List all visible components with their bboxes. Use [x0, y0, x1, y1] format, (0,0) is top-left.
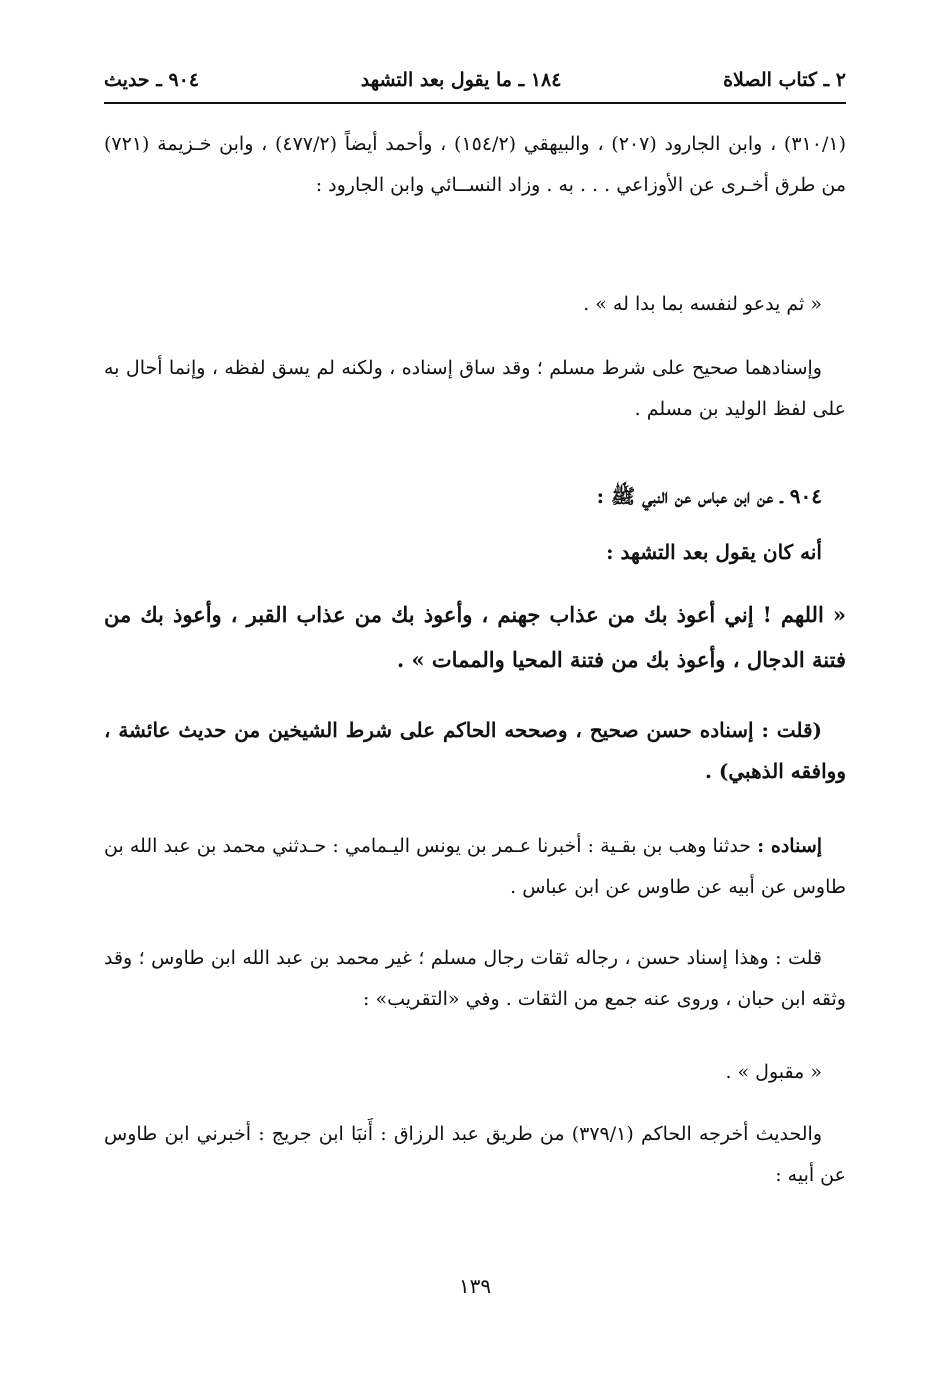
header-book-title: ٢ ـ كتاب الصلاة — [723, 69, 846, 91]
hadith-heading: ٩٠٤ ـ عن ابن عباس عن النبي ﷺ : — [596, 484, 822, 508]
running-header — [104, 62, 846, 98]
paragraph-isnad-assessment: وإسنادهما صحيح على شرط مسلم ؛ وقد ساق إسناده ، ولكنه لم يسق لفظه ، وإنما أحال به على لفظ الوليد بن مسلم . — [104, 357, 846, 420]
hadith-intro: أنه كان يقول بعد التشهد : — [606, 540, 822, 564]
isnad-paragraph — [104, 826, 846, 908]
isnad-label: إسناده : — [757, 835, 823, 857]
comment-quote: « مقبول » . — [725, 1061, 822, 1083]
page-number: ١٣٩ — [458, 1274, 492, 1298]
comment-takhrij: والحديث أخرجه الحاكم (٣٧٩/١) من طريق عبد الرزاق : أَنبَا ابن جريج : أخبرني ابن طاوس عن أبيه : — [104, 1123, 846, 1186]
header-rule — [104, 102, 846, 104]
comment-paragraph: قلت : وهذا إسناد حسن ، رجاله ثقات رجال مسلم ؛ غير محمد بن عبد الله ابن طاوس ؛ وقد وثقه ابن حبان ، وروى عنه جمع من الثقات . وفي «التقريب» : — [104, 947, 846, 1010]
header-hadith-number: ٩٠٤ ـ حديث — [104, 69, 200, 91]
paragraph-sources: (٣١٠/١) ، وابن الجارود (٢٠٧) ، والبيهقي (١٥٤/٢) ، وأحمد أيضاً (٤٧٧/٢) ، وابن خـزيمة (٧٢١) من طرق أخـرى عن الأوزاعي . . . به . وزاد النســائي وابن الجارود : — [104, 133, 846, 196]
header-chapter-title: ١٨٤ ـ ما يقول بعد التشهد — [360, 69, 562, 91]
hadith-text: « اللهم ! إني أعوذ بك من عذاب جهنم ، وأعوذ بك من عذاب القبر ، وأعوذ بك من فتنة الدجال ، وأعوذ بك من فتنة المحيا والممات » . — [104, 602, 846, 672]
grading-note: (قلت : إسناده حسن صحيح ، وصححه الحاكم على شرط الشيخين من حديث عائشة ، ووافقه الذهبي) . — [104, 718, 846, 783]
isnad-text: حدثنا وهب بن بقـية : أخبرنا عـمر بن يونس اليـمامي : حـدثني محمد بن عبد الله بن طاوس عن أبيه عن طاوس عن ابن عباس . — [104, 835, 846, 898]
paragraph-addition-quote: « ثم يدعو لنفسه بما بدا له » . — [583, 293, 822, 315]
document-page — [104, 62, 846, 1322]
